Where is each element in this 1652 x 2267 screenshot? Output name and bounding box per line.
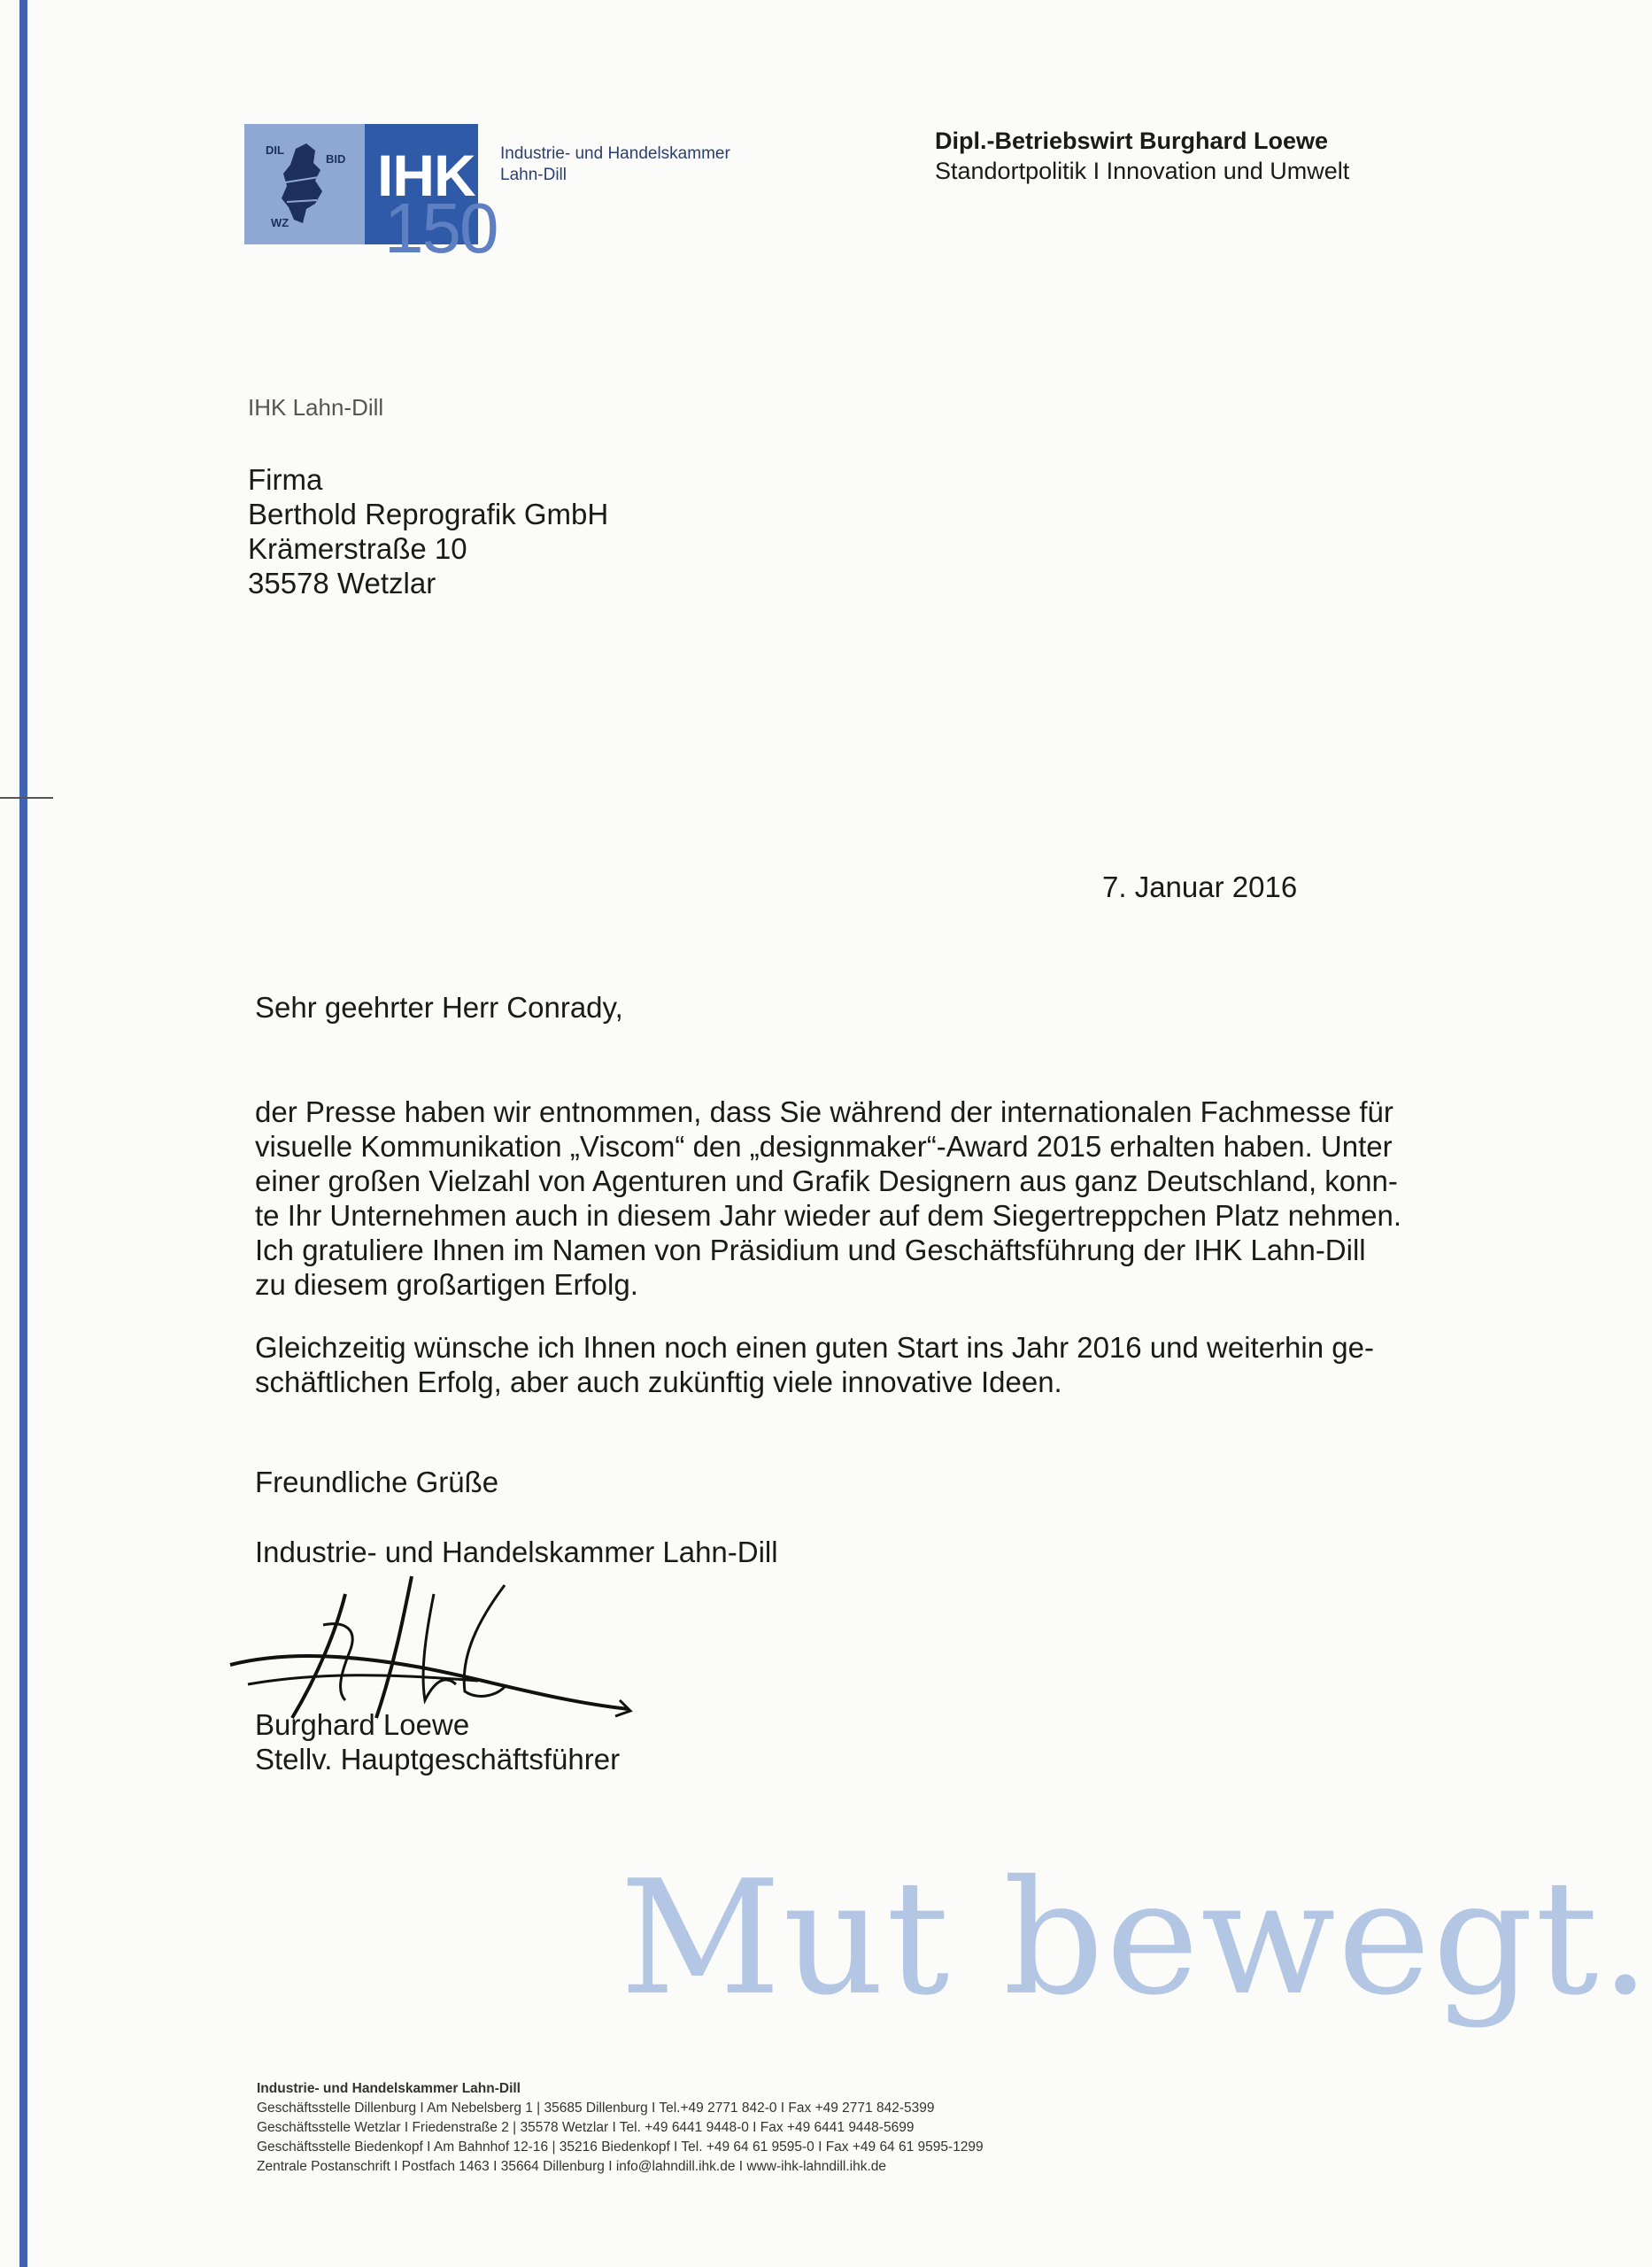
text-line: schäftlichen Erfolg, aber auch zukünftig viele innovative Ideen. <box>255 1366 1062 1398</box>
text-line: Ich gratuliere Ihnen im Namen von Präsidium und Geschäftsführung der IHK Lahn-Dill <box>255 1234 1366 1266</box>
signer-title: Stellv. Hauptgeschäftsführer <box>255 1743 621 1776</box>
paragraph-2 <box>255 1330 1432 1399</box>
region-label-dil: DIL <box>266 143 284 157</box>
sender-department: Standortpolitik I Innovation und Umwelt <box>935 158 1350 184</box>
signer-name: Burghard Loewe <box>255 1708 470 1741</box>
chamber-name-line1: Industrie- und Handelskammer <box>500 144 730 163</box>
footer-line: Zentrale Postanschrift I Postfach 1463 I 35664 Dillenburg I info@lahndill.ihk.de I www-ihk-lahndill.ihk.de <box>257 2159 887 2174</box>
recipient-address <box>248 462 608 600</box>
logo-anniversary-number: 150 <box>384 189 498 267</box>
recipient-line: Krämerstraße 10 <box>248 532 467 565</box>
region-label-bid: BID <box>326 152 346 166</box>
paragraph-1 <box>255 1095 1432 1302</box>
footer-line: Geschäftsstelle Dillenburg I Am Nebelsberg 1 | 35685 Dillenburg I Tel.+49 2771 842-0 I Fax +49 2771 842-5399 <box>257 2101 935 2116</box>
chamber-name-line2: Lahn-Dill <box>500 166 567 184</box>
footer-line: Geschäftsstelle Wetzlar I Friedenstraße 2 | 35578 Wetzlar I Tel. +49 6441 9448-0 I Fax +49 6441 9448-5699 <box>257 2120 915 2135</box>
footer-contact <box>257 2079 984 2177</box>
sender-block <box>935 126 1349 186</box>
text-line: der Presse haben wir entnommen, dass Sie während der internationalen Fachmesse für <box>255 1095 1393 1128</box>
left-margin-bar <box>19 0 27 2267</box>
logo-brand-panel <box>365 124 498 267</box>
ihk-logo <box>244 124 498 267</box>
recipient-line: 35578 Wetzlar <box>248 567 436 600</box>
recipient-line: Firma <box>248 463 323 496</box>
text-line: Gleichzeitig wünsche ich Ihnen noch einen guten Start ins Jahr 2016 und weiterhin ge- <box>255 1331 1374 1364</box>
recipient-line: Berthold Reprografik GmbH <box>248 498 609 530</box>
logo-map-panel <box>244 124 365 244</box>
signing-organization: Industrie- und Handelskammer Lahn-Dill <box>255 1536 778 1568</box>
text-line: visuelle Kommunikation „Viscom“ den „designmaker“-Award 2015 erhalten haben. Unter <box>255 1130 1393 1163</box>
slogan: Mut bewegt. <box>620 1846 1652 2030</box>
footer-title: Industrie- und Handelskammer Lahn-Dill <box>257 2081 521 2096</box>
sender-name: Dipl.-Betriebswirt Burghard Loewe <box>935 128 1329 154</box>
region-label-wz: WZ <box>271 216 289 229</box>
chamber-name <box>500 143 730 186</box>
region-map-icon <box>244 124 365 244</box>
text-line: einer großen Vielzahl von Agenturen und Grafik Designern aus ganz Deutschland, konn- <box>255 1164 1398 1197</box>
closing: Freundliche Grüße <box>255 1466 499 1498</box>
return-address: IHK Lahn-Dill <box>248 394 384 421</box>
fold-mark <box>0 797 53 799</box>
footer-line: Geschäftsstelle Biedenkopf I Am Bahnhof 12-16 | 35216 Biedenkopf I Tel. +49 64 61 9595-0 I Fax +49 64 61 9595-1299 <box>257 2139 984 2155</box>
salutation: Sehr geehrter Herr Conrady, <box>255 991 623 1024</box>
letter-date: 7. Januar 2016 <box>1102 870 1298 903</box>
text-line: te Ihr Unternehmen auch in diesem Jahr wieder auf dem Siegertreppchen Platz nehmen. <box>255 1199 1402 1232</box>
signer-block <box>255 1707 1432 1776</box>
text-line: zu diesem großartigen Erfolg. <box>255 1268 638 1301</box>
logo-ihk-text: IHK <box>377 143 475 208</box>
